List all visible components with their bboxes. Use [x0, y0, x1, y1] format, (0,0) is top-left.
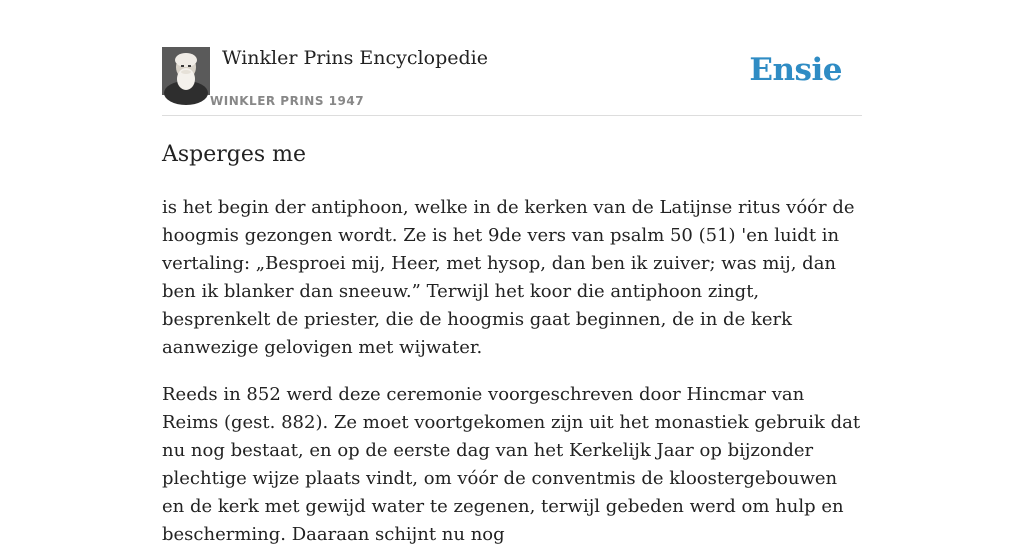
bearded-man-portrait-icon — [162, 47, 210, 95]
article-paragraph: is het begin der antiphoon, welke in de kerken van de Latijnse ritus vóór de hoogmis gezongen wordt. Ze is het 9de vers van psalm 50 (51) 'en luidt in vertaling: „Besproei mij, Heer, met hysop, dan ben ik zuiver; was mij, dan ben ik blanker dan sneeuw.” Terwijl het koor die antiphoon zingt, besprenkelt de priester, die de hoogmis gaat beginnen, de in de kerk aanwezige gelovigen met wijwater. — [162, 197, 855, 358]
article-title: Asperges me — [162, 142, 307, 167]
article-paragraph: Reeds in 852 werd deze ceremonie voorgeschreven door Hincmar van Reims (gest. 882). Ze moet voortgekomen zijn uit het monastiek gebruik dat nu nog bestaat, en op de eerste dag van het Kerkelijk Jaar op bijzonder plechtige wijze plaats vindt, om vóór de conventmis de kloostergebouwen en de kerk met gewijd water te zegenen, terwijl gebeden werd om hulp en bescherming. Daaraan schijnt nu nog — [162, 384, 861, 545]
ensie-logo-link[interactable]: Ensie — [749, 52, 842, 88]
avatar[interactable] — [162, 47, 210, 95]
article — [162, 136, 862, 549]
source-subtitle: WINKLER PRINS 1947 — [210, 94, 365, 108]
source-title[interactable]: Winkler Prins Encyclopedie — [222, 47, 488, 69]
source-header — [162, 0, 862, 116]
